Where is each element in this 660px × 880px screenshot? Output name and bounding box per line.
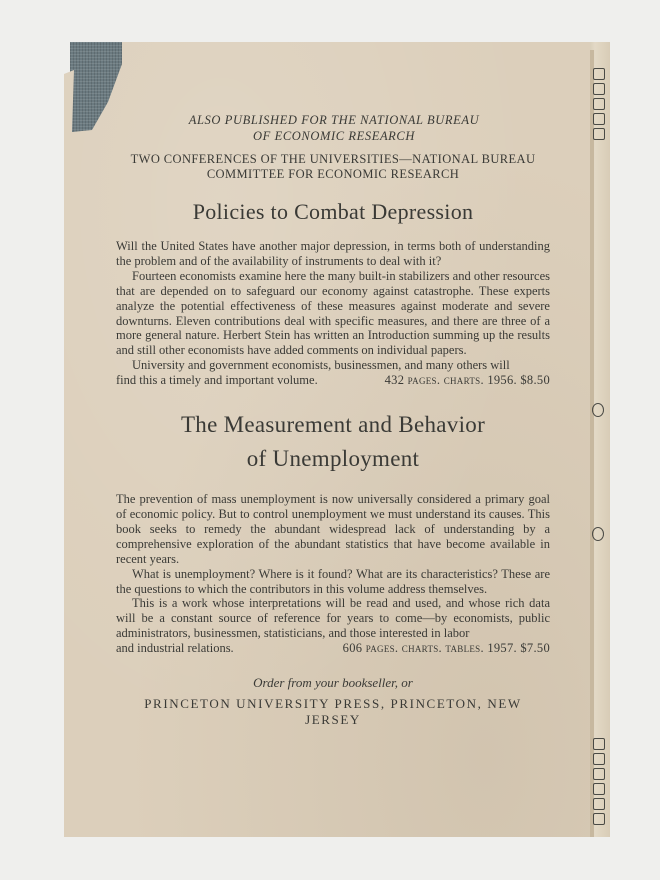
paragraph-end: and industrial relations.	[116, 641, 234, 656]
spine-glyph-icon	[593, 113, 605, 125]
paragraph: What is unemployment? Where is it found? What are its characteristics? These are the questions to which the contributors in this volume address themselves.	[116, 566, 550, 596]
heading-line: OF ECONOMIC RESEARCH	[253, 129, 415, 143]
also-published-heading	[134, 112, 534, 144]
conference-heading	[116, 152, 550, 182]
paragraph-last-line	[116, 641, 550, 656]
book-description-unemployment	[116, 492, 550, 656]
paragraph: Will the United States have another major depression, in terms both of understanding the problem and of the availability of instruments to deal with it?	[116, 239, 550, 268]
paragraph-end: find this a timely and important volume.	[116, 373, 318, 388]
spine-glyph-icon	[593, 768, 605, 780]
paragraph: The prevention of mass unemployment is now universally considered a primary goal of economic policy. But to control unemployment we must understand its causes. This book seeks to remedy the abundant widespread lack of understanding by a comprehensive exploration of the abundant statistics that have become available in recent years.	[116, 492, 550, 566]
book-title-unemployment	[116, 408, 550, 476]
spine-glyph-icon	[593, 798, 605, 810]
paragraph-last-line	[116, 373, 550, 388]
paragraph: Fourteen economists examine here the many built-in stabilizers and other resources that are depended on to safeguard our economy against catastrophe. These experts analyze the potential effectiveness of these measures against moderate and severe downturns. Eleven contributions deal with specific measures, and there are three of a more general nature. Herbert Stein has written an Introduction summing up the results and still other economists have added comments on individual papers.	[116, 268, 550, 358]
spine-glyph-icon	[593, 68, 605, 80]
title-line: The Measurement and Behavior	[180, 412, 486, 438]
spine-glyph-icon	[593, 813, 605, 825]
spine-glyph-icon	[593, 98, 605, 110]
jacket-edge	[590, 50, 594, 837]
spine-glyph-icon	[593, 738, 605, 750]
spine-lettering-bottom	[593, 738, 607, 828]
book-details: 432 pages. charts. 1956. $8.50	[384, 373, 550, 388]
title-line: of Unemployment	[246, 446, 420, 472]
book-title-policies: Policies to Combat Depression	[192, 199, 474, 224]
spine-glyph-icon	[593, 128, 605, 140]
paragraph: This is a work whose interpretations will be read and used, and whose rich data will be a constant source of reference for years to come—by economists, public administrators, businessmen, statisticians, and those interested in labor	[116, 596, 550, 641]
heading-line: ALSO PUBLISHED FOR THE NATIONAL BUREAU	[188, 113, 480, 127]
paragraph: University and government economists, businessmen, and many others will	[132, 358, 510, 373]
spine-lettering-top	[593, 68, 607, 143]
publisher-address: PRINCETON UNIVERSITY PRESS, PRINCETON, NEW JERSEY	[144, 696, 522, 728]
spine-glyph-icon	[593, 753, 605, 765]
jacket-text	[116, 112, 550, 728]
spine-ornament-icon	[592, 403, 604, 417]
heading-line: COMMITTEE FOR ECONOMIC RESEARCH	[206, 167, 460, 181]
spine-glyph-icon	[593, 783, 605, 795]
spine-ornament-icon	[592, 527, 604, 541]
heading-line: TWO CONFERENCES OF THE UNIVERSITIES—NATIONAL BUREAU	[130, 152, 536, 166]
order-instruction: Order from your bookseller, or	[253, 675, 413, 691]
spine-glyph-icon	[593, 83, 605, 95]
book-description-policies	[116, 239, 550, 388]
book-details: 606 pages. charts. tables. 1957. $7.50	[342, 641, 550, 656]
